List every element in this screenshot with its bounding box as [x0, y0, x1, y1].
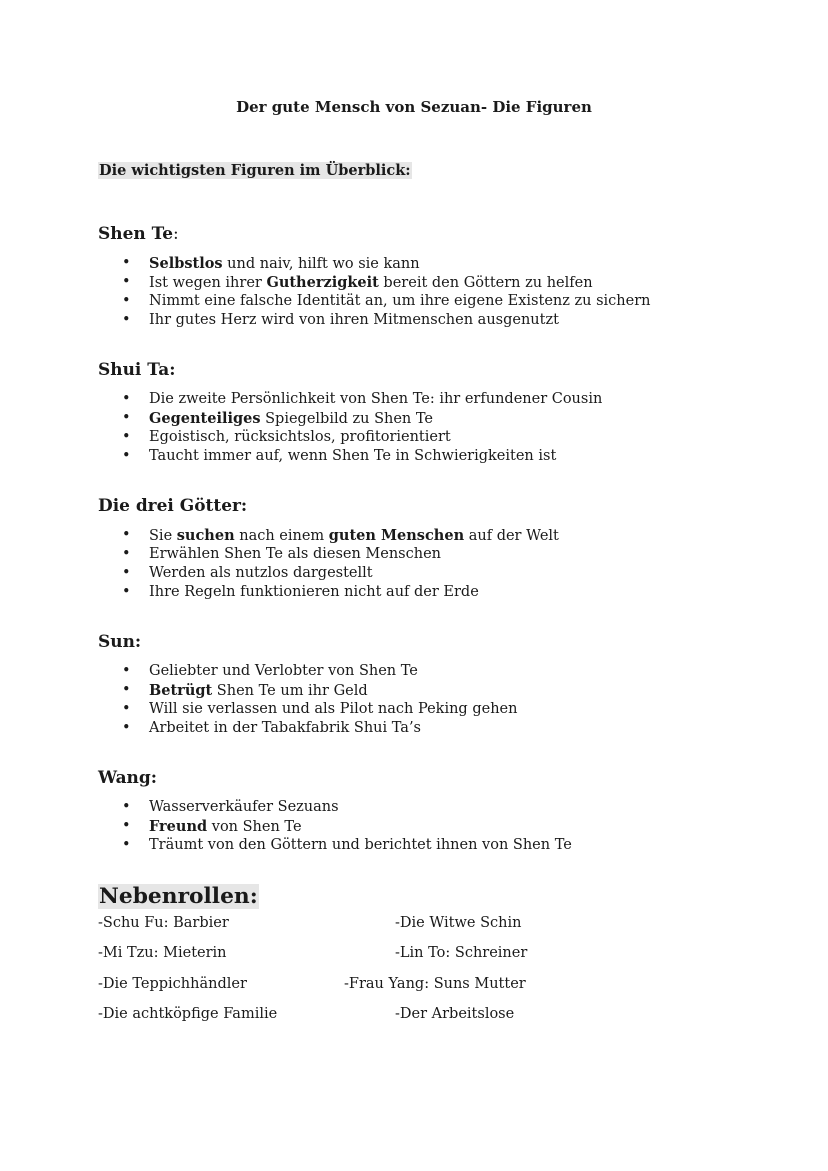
list-item: • Ist wegen ihrer Gutherzigkeit bereit den Göttern zu helfen	[122, 274, 593, 291]
minor-role: -Die Witwe Schin	[395, 915, 522, 931]
list-item: • Betrügt Shen Te um ihr Geld	[122, 682, 368, 699]
list-item: • Träumt von den Göttern und berichtet ihnen von Shen Te	[122, 837, 572, 853]
character-heading-sun: Sun:	[98, 631, 142, 651]
character-traits-wang	[98, 798, 572, 855]
overview-heading: Die wichtigsten Figuren im Überblick:	[99, 162, 411, 179]
list-item: • Egoistisch, rücksichtslos, profitorientiert	[122, 429, 451, 445]
list-item: • Selbstlos und naiv, hilft wo sie kann	[122, 255, 420, 272]
character-heading-shen-te: Shen Te:	[98, 223, 179, 243]
list-item: • Sie suchen nach einem guten Menschen auf der Welt	[122, 527, 559, 544]
list-item: • Ihre Regeln funktionieren nicht auf der Erde	[122, 584, 479, 600]
minor-role: -Die Teppichhändler	[98, 976, 247, 992]
minor-roles-heading: Nebenrollen:	[99, 884, 258, 909]
character-heading-goetter: Die drei Götter:	[98, 495, 248, 515]
list-item: • Erwählen Shen Te als diesen Menschen	[122, 546, 442, 562]
list-item: • Will sie verlassen und als Pilot nach Peking gehen	[122, 701, 518, 717]
character-traits-goetter	[98, 526, 559, 602]
list-item: • Werden als nutzlos dargestellt	[122, 565, 373, 581]
character-heading-wang: Wang:	[98, 767, 157, 787]
list-item: • Geliebter und Verlobter von Shen Te	[122, 663, 418, 679]
character-heading-shui-ta: Shui Ta:	[98, 359, 176, 379]
list-item: • Wasserverkäufer Sezuans	[122, 799, 339, 815]
character-traits-sun	[98, 662, 517, 738]
list-item: • Freund von Shen Te	[122, 818, 302, 835]
list-item: • Nimmt eine falsche Identität an, um ihre eigene Existenz zu sichern	[122, 293, 651, 309]
minor-role: -Mi Tzu: Mieterin	[98, 945, 227, 961]
list-item: • Taucht immer auf, wenn Shen Te in Schwierigkeiten ist	[122, 448, 557, 464]
minor-role: -Die achtköpfige Familie	[98, 1006, 278, 1022]
list-item: • Arbeitet in der Tabakfabrik Shui Ta’s	[122, 720, 421, 736]
list-item: • Gegenteiliges Spiegelbild zu Shen Te	[122, 410, 434, 427]
list-item: • Die zweite Persönlichkeit von Shen Te: ihr erfundener Cousin	[122, 391, 603, 407]
list-item: • Ihr gutes Herz wird von ihren Mitmenschen ausgenutzt	[122, 312, 559, 328]
minor-role: -Frau Yang: Suns Mutter	[344, 976, 526, 992]
minor-role: -Der Arbeitslose	[395, 1006, 515, 1022]
character-traits-shen-te	[98, 254, 650, 330]
page-title: Der gute Mensch von Sezuan- Die Figuren	[236, 98, 592, 116]
minor-role: -Schu Fu: Barbier	[98, 915, 229, 931]
minor-role: -Lin To: Schreiner	[395, 945, 528, 961]
character-traits-shui-ta	[98, 390, 602, 466]
